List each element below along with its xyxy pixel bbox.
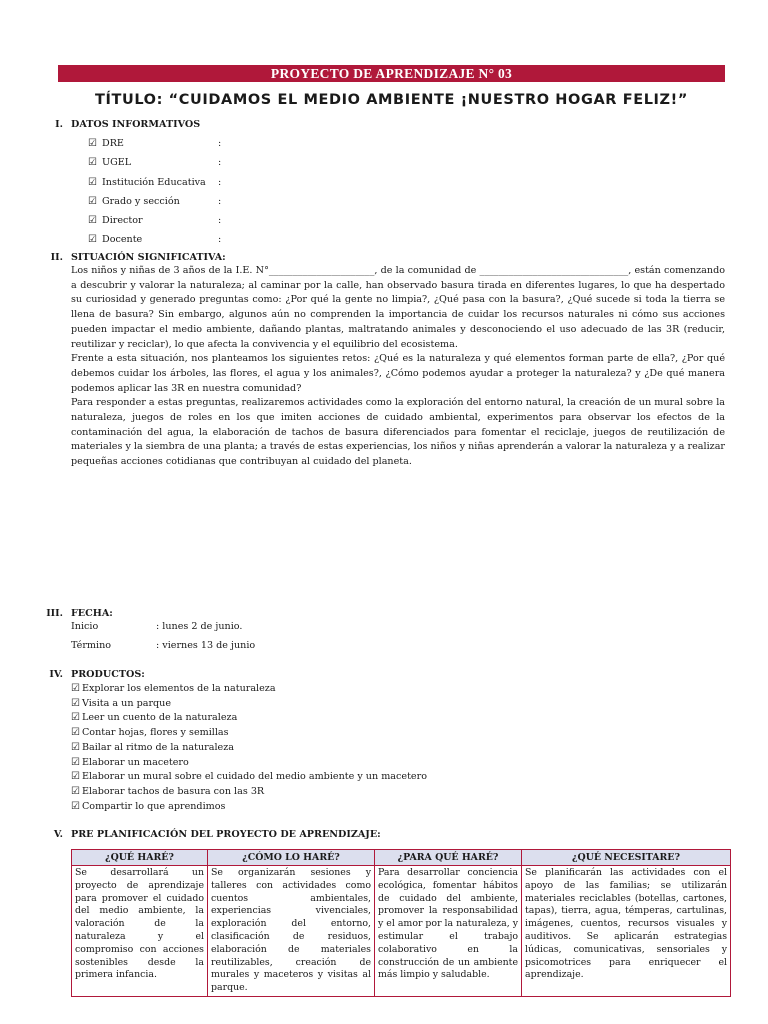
- table-row: [72, 866, 731, 997]
- checkbox-icon: ☑: [71, 756, 80, 768]
- table-header-row: [72, 850, 731, 866]
- start-date-label: Inicio: [71, 621, 99, 632]
- product-label: Bailar al ritmo de la naturaleza: [81, 741, 234, 753]
- info-row: [88, 176, 221, 190]
- checkbox-icon: ☑: [71, 683, 80, 694]
- planning-table: [71, 849, 731, 997]
- info-label: DRE: [102, 138, 124, 149]
- header-que-necesitare: ¿QUÉ NECESITARE?: [522, 850, 731, 866]
- info-label: Docente: [102, 234, 143, 245]
- document-title: TÍTULO: “CUIDAMOS EL MEDIO AMBIENTE ¡NUESTRO HOGAR FELIZ!”: [94, 92, 688, 108]
- products-list: [71, 682, 427, 814]
- section-productos-heading: [49, 669, 145, 680]
- checkbox-icon: ☑: [88, 157, 97, 168]
- section-title: PRE PLANIFICACIÓN DEL PROYECTO DE APRENDIZAJE:: [71, 829, 381, 840]
- cell-que-hare: Se desarrollará un proyecto de aprendizaje para promover el cuidado del medio ambiente, la valoración de la naturaleza y el compromiso con acciones sostenibles desde la primera infancia.: [72, 866, 208, 997]
- end-date-label: Término: [71, 640, 112, 651]
- section-situacion-heading: [50, 252, 226, 263]
- end-date-row: [71, 640, 255, 651]
- section-title: FECHA:: [71, 608, 113, 619]
- checkbox-icon: ☑: [71, 727, 80, 739]
- section-fecha-heading: [46, 608, 113, 619]
- info-row: [88, 137, 221, 151]
- paragraph: Frente a esta situación, nos planteamos los siguientes retos: ¿Qué es la naturaleza y qué elementos forman parte de ella?, ¿Por qué debemos cuidar los árboles, las flores, el agua y los animales?, ¿Cómo podemos ayudar a proteger la naturaleza? y ¿De qué manera podemos aplicar las 3R en nuestra comunidad?: [71, 353, 725, 394]
- info-value: :: [218, 234, 222, 245]
- info-label: Institución Educativa: [102, 177, 206, 188]
- info-value: :: [218, 138, 222, 149]
- info-label: Grado y sección: [102, 196, 180, 207]
- section-number: I.: [55, 119, 63, 130]
- info-row: [88, 156, 221, 170]
- info-label: Director: [102, 215, 143, 226]
- info-row: [88, 214, 221, 228]
- product-label: Visita a un parque: [81, 697, 172, 709]
- section-title: DATOS INFORMATIVOS: [71, 119, 201, 130]
- cell-como-lo-hare: Se organizarán sesiones y talleres con actividades como cuentos ambientales, experiencias vivenciales, exploración del entorno, clasificación de residuos, elaboración de materiales reutilizables, creación de murales y maceteros y visitas al parque.: [208, 866, 375, 997]
- checkbox-icon: ☑: [88, 177, 97, 188]
- section-number: IV.: [49, 669, 63, 680]
- header-que-hare: ¿QUÉ HARÉ?: [72, 850, 208, 866]
- section-number: III.: [46, 608, 63, 619]
- product-label: Compartir lo que aprendimos: [81, 800, 226, 812]
- project-banner: PROYECTO DE APRENDIZAJE N° 03: [58, 65, 725, 82]
- checkbox-icon: ☑: [88, 234, 97, 245]
- info-value: :: [218, 196, 222, 207]
- list-item: [71, 711, 427, 726]
- header-como-lo-hare: ¿CÓMO LO HARÉ?: [208, 850, 375, 866]
- cell-que-necesitare: Se planificarán las actividades con el apoyo de las familias; se utilizarán materiales reciclables (botellas, cartones, tapas), tierra, agua, témperas, cartulinas, imágenes, cuentos, recursos visuales y auditivos. Se aplicarán estrategias lúdicas, comunicativas, sensoriales y psicomotrices para enriquecer el aprendizaje.: [522, 866, 731, 997]
- situacion-text: [71, 264, 725, 470]
- info-value: :: [218, 215, 222, 226]
- list-item: [71, 800, 427, 815]
- checkbox-icon: ☑: [71, 741, 80, 753]
- start-date-row: [71, 621, 242, 632]
- header-para-que-hare: ¿PARA QUÉ HARÉ?: [375, 850, 522, 866]
- product-label: Elaborar tachos de basura con las 3R: [81, 785, 265, 797]
- list-item: [71, 785, 427, 800]
- paragraph: Los niños y niñas de 3 años de la I.E. N°______________________, de la comunidad de _______________________________, están comenzando a descubrir y valorar la naturaleza; al caminar por la calle, han observado basura tirada en diferentes lugares, lo que ha despertado su curiosidad y generado preguntas como: ¿Por qué la gente no limpia?, ¿Qué pasa con la basura?, ¿Qué sucede si toda la tierra se llena de basura? Sin embargo, algunos aún no comprenden la importancia de cuidar los recursos naturales ni cómo sus acciones pueden impactar el medio ambiente, dañando plantas, maltratando animales y desconociendo el uso adecuado de las 3R (reducir, reutilizar y reciclar), lo que afecta la convivencia y el equilibrio del ecosistema.: [71, 265, 725, 350]
- info-value: :: [218, 157, 222, 168]
- list-item: [71, 726, 427, 741]
- end-date-value: : viernes 13 de junio: [156, 640, 256, 651]
- checkbox-icon: ☑: [71, 712, 80, 724]
- checkbox-icon: ☑: [71, 800, 80, 812]
- product-label: Contar hojas, flores y semillas: [81, 727, 229, 739]
- section-planificacion-heading: [53, 829, 381, 840]
- checkbox-icon: ☑: [71, 771, 80, 783]
- section-datos-heading: [55, 119, 201, 130]
- info-label: UGEL: [102, 157, 132, 168]
- product-label: Elaborar un macetero: [81, 756, 189, 768]
- checkbox-icon: ☑: [88, 215, 97, 226]
- info-value: :: [218, 177, 222, 188]
- list-item: [71, 697, 427, 712]
- checkbox-icon: ☑: [88, 138, 97, 149]
- list-item: [71, 682, 427, 697]
- checkbox-icon: ☑: [71, 785, 80, 797]
- section-number: II.: [50, 252, 63, 263]
- product-label: Elaborar un mural sobre el cuidado del medio ambiente y un macetero: [81, 771, 427, 783]
- section-title: PRODUCTOS:: [71, 669, 145, 680]
- paragraph: Para responder a estas preguntas, realizaremos actividades como la exploración del entorno natural, la creación de un mural sobre la naturaleza, juegos de roles en los que imiten acciones de cuidado ambiental, experimentos para observar los efectos de la contaminación del agua, la elaboración de tachos de basura diferenciados para fomentar el reciclaje, juegos de reutilización de materiales y la siembra de una planta; a través de estas experiencias, los niños y niñas aprenderán a valorar la naturaleza y a realizar pequeñas acciones cotidianas que contribuyan al cuidado del planeta.: [71, 397, 725, 468]
- product-label: Explorar los elementos de la naturaleza: [81, 683, 276, 694]
- list-item: [71, 741, 427, 756]
- info-row: [88, 233, 221, 247]
- checkbox-icon: ☑: [71, 697, 80, 709]
- cell-para-que-hare: Para desarrollar conciencia ecológica, fomentar hábitos de cuidado del ambiente, promover la responsabilidad y el amor por la naturaleza, y estimular el trabajo colaborativo en la construcción de un ambiente más limpio y saludable.: [375, 866, 522, 997]
- section-title: SITUACIÓN SIGNIFICATIVA:: [71, 252, 226, 263]
- list-item: [71, 770, 427, 785]
- start-date-value: : lunes 2 de junio.: [156, 621, 243, 632]
- checkbox-icon: ☑: [88, 196, 97, 207]
- product-label: Leer un cuento de la naturaleza: [81, 712, 238, 724]
- info-row: [88, 195, 221, 209]
- section-number: V.: [53, 829, 63, 840]
- list-item: [71, 756, 427, 771]
